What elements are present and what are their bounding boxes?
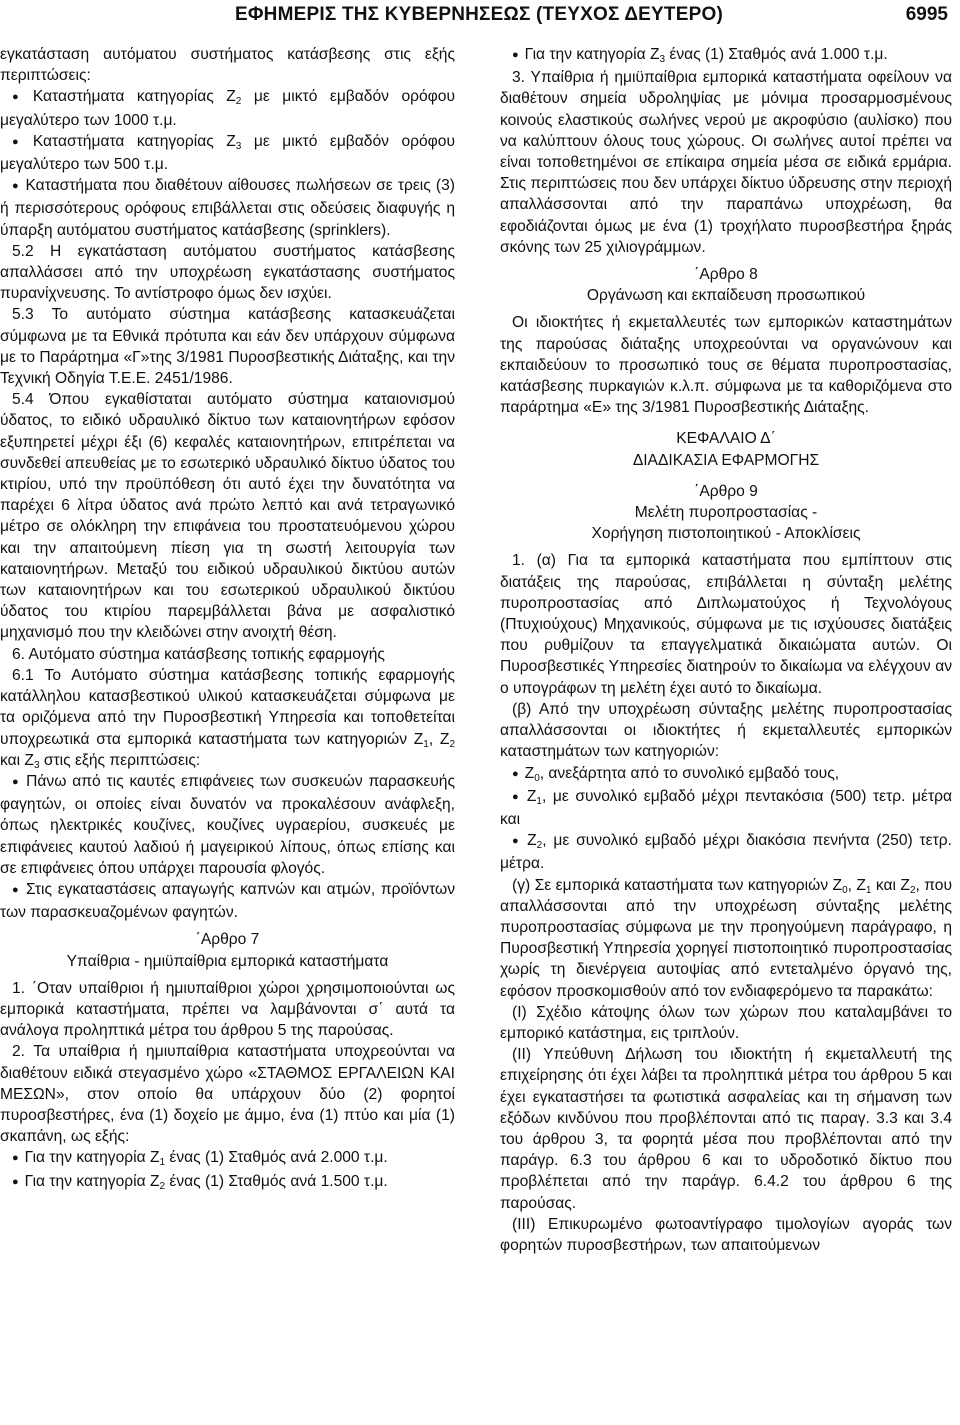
paragraph: Οι ιδιοκτήτες ή εκμεταλλευτές των εμπορικών καταστημάτων της παρούσας διάταξης υποχρεούνται να οργανώνουν και εκπαιδεύουν το προσωπικό τους σε θέματα πυροπροστασίας, κατάσβεσης πυρκαγιών κ.λ.π. σύμφωνα με τα καθοριζόμενα στο παράρτημα «Ε» της 3/1981 Πυροσβεστικής Διάταξης. [500, 314, 952, 417]
right-column [500, 44, 952, 1256]
bullet-item: ● Πάνω από τις καυτές επιφάνειες των συσκευών παρασκευής φαγητών, οι οποίες είναι δυνατόν να προκαλέσουν ανάφλεξη, όπως ηλεκτρικές κουζίνες, κουζίνες υγραερίου, συσκευές με επιφάνειες καυτού λαδιού ή μαγειρικού λίπους, όπως επίσης και σε επιφάνειες όπου υπάρχει παρουσία φλογός. [0, 771, 455, 879]
paragraph: (ΙΙΙ) Επικυρωμένο φωτοαντίγραφο τιμολογίων αγοράς των φορητών πυροσβεστήρων, των απαιτούμενων [500, 1215, 952, 1254]
paragraph: 1. (α) Για τα εμπορικά καταστήματα που εμπίπτουν στις διατάξεις της παρούσας, επιβάλλεται η σύνταξη μελέτης πυροπροστασίας από Διπλωματούχος ή Τεχνολόγους (Πτυχιούχους) Μηχανικούς, σύμφωνα με τις ισχύουσες διατάξεις που ρυθμίζουν τα επαγγελματικά δικαιώματα αυτών. Οι Πυροσβεστικές Υπηρεσίες διατηρούν το δικαίωμα να ελέγχουν αν ο υπογράφων τη μελέτη έχει αυτό το δικαίωμα. [500, 552, 952, 697]
chapter-subheading: ΔΙΑΔΙΚΑΣΙΑ ΕΦΑΡΜΟΓΗΣ [632, 451, 820, 469]
bullet-item: ● $Z_2$, με συνολικό εμβαδό μέχρι διακόσια πενήντα (250) τετρ. μέτρα. [500, 830, 952, 874]
paragraph: εγκατάσταση αυτόματου συστήματος κατάσβεσης στις εξής περιπτώσεις: [0, 46, 455, 85]
article-subheading: Χορήγηση πιστοποιητικού ‑ Αποκλίσεις [591, 525, 861, 543]
bullet-item: ● Για την κατηγορία $Z_3$ ένας (1) Σταθμός ανά 1.000 τ.μ. [500, 44, 952, 67]
bullet-item: ● Στις εγκαταστάσεις απαγωγής καπνών και ατμών, προϊόντων των παρασκευαζομένων φαγητών. [0, 879, 455, 923]
article-subheading: Μελέτη πυροπροστασίας ‑ [634, 504, 818, 522]
paragraph: 5.3 Το αυτόματο σύστημα κατάσβεσης κατασκευάζεται σύμφωνα με τα Εθνικά πρότυπα και εάν δεν υπάρχουν σύμφωνα με το Παράρτημα «Γ»της 3/1981 Πυροσβεστικής Διάταξης, και την Τεχνική Οδηγία Τ.Ε.Ε. 2451/1986. [0, 306, 455, 388]
bullet-item: ● Καταστήματα κατηγορίας $Z_3$ με μικτό εμβαδόν ορόφου μεγαλύτερο των 500 τ.μ. [0, 131, 455, 175]
paragraph: 6.1 Το Αυτόματο σύστημα κατάσβεσης τοπικής εφαρμογής κατάλληλου κατασβεστικού υλικού κατασκευάζεται σύμφωνα με τα οριζόμενα από την Πυροσβεστική Υπηρεσία και τοποθετείται υποχρεωτικά στα εμπορικά καταστήματα των κατηγοριών $Z_1$, $Z_2$ και $Z_3$ στις εξής περιπτώσεις: [0, 666, 455, 771]
article-heading: ΄Αρθρο 9 [694, 482, 758, 500]
bullet-item: ● Για την κατηγορία $Z_2$ ένας (1) Σταθμός ανά 1.500 τ.μ. [0, 1171, 455, 1194]
paragraph: (γ) Σε εμπορικά καταστήματα των κατηγοριών $Z_0$, $Z_1$ και $Z_2$, που απαλλάσσονται από την υποχρέωση σύνταξης μελέτης πυροπροστασίας σύμφωνα με την προηγούμενη παράγραφο, η Πυροσβεστική Υπηρεσία χορηγεί πιστοποιητικό πυροπροστασίας χωρίς τη διενέργεια αυτοψίας από εντεταλμένο όργανό της, εφόσον προσκομισθούν από τον ενδιαφερόμενο τα παρακάτω: [500, 876, 952, 1000]
bullet-item: ● Καταστήματα κατηγορίας $Z_2$ με μικτό εμβαδόν ορόφου μεγαλύτερο των 1000 τ.μ. [0, 86, 455, 130]
paragraph: 5.4 Όπου εγκαθίσταται αυτόματο σύστημα καταιονισμού ύδατος, το ειδικό υδραυλικό δίκτυο των καταιονητήρων εφόσον εξυπηρετεί μέχρι έξι (6) κεφαλές καταιονητήρων, επιτρέπεται να συνδεθεί απευθείας με το εσωτερικό υδραυλικό δίκτυο ύδατος του κτιρίου, υπό την προϋπόθεση ότι αυτό έχει την δυνατότητα να παρέχει 6 λίτρα ύδατος ανά πρώτο λεπτό και ανά τετραγωνικό μέτρο σε ολόκληρη την επιφάνεια του προστατευόμενου χώρου και την απαιτούμενη πίεση για τη σωστή λειτουργία των καταιονητήρων. Μεταξύ του ειδικού υδραυλικού δικτύου αυτών των καταιονητήρων και του εσωτερικού υδραυλικού δικτύου ύδατος του κτιρίου παρεμβάλλεται βάνα με ασφαλιστικό μηχανισμό που την κλειδώνει στην ανοιχτή θέση. [0, 391, 455, 642]
paragraph: 5.2 Η εγκατάσταση αυτόματου συστήματος κατάσβεσης απαλλάσσει από την υποχρέωση εγκατάστασης συστήματος πυρανίχνευσης. Το αντίστροφο όμως δεν ισχύει. [0, 242, 455, 303]
bullet-item: ● Για την κατηγορία $Z_1$ ένας (1) Σταθμός ανά 2.000 τ.μ. [0, 1147, 455, 1170]
article-heading: ΄Αρθρο 7 [195, 931, 260, 949]
paragraph: 2. Τα υπαίθρια ή ημιυπαίθρια καταστήματα υποχρεούνται να διαθέτουν ειδικά στεγασμένο χώρο «ΣΤΑΘΜΟΣ ΕΡΓΑΛΕΙΩΝ ΚΑΙ ΜΕΣΩΝ», στον οποίο θα υπάρχουν δύο (2) φορητοί πυροσβεστήρες, ένα (1) δοχείο με άμμο, ένα (1) πτύο και μία (1) σκαπάνη, ως εξής: [0, 1043, 455, 1146]
page-header [0, 0, 960, 44]
page-number: 6995 [905, 4, 948, 25]
chapter-heading: ΚΕΦΑΛΑΙΟ Δ΄ [676, 430, 776, 448]
paragraph: (Ι) Σχέδιο κάτοψης όλων των χώρων που καταλαμβάνει το εμπορικό κατάστημα, εις τριπλούν. [500, 1003, 952, 1042]
paragraph: (ΙΙ) Υπεύθυνη Δήλωση του ιδιοκτήτη ή εκμεταλλευτή της επιχείρησης ότι έχει λάβει τα προληπτικά μέτρα του άρθρου 5 και έχει εγκαταστήσει τα φωτιστικά ασφαλείας και τη σήμανση των εξόδων κινδύνου που προβλέπονται από τις παραγ. 3.3 και 3.4 του άρθρου 3, τα φορητά μέσα που προβλέπονται από την παράγρ. 6.3 του άρθρου 6 και το υδροδοτικό δίκτυο που προβλέπεται από την παράγρ. 6.4.2 του άρθρου 6 της παρούσας. [500, 1046, 952, 1212]
paragraph: 6. Αυτόματο σύστημα κατάσβεσης τοπικής εφαρμογής [12, 645, 385, 663]
article-heading: ΄Αρθρο 8 [694, 266, 758, 284]
bullet-item: ● $Z_0$, ανεξάρτητα από το συνολικό εμβαδό τους, [500, 763, 952, 786]
bullet-item: ● Καταστήματα που διαθέτουν αίθουσες πωλήσεων σε τρεις (3) ή περισσότερους ορόφους επιβάλλεται στις οδεύσεις διαφυγής η ύπαρξη αυτόματου συστήματος κατάσβεσης (sprinklers). [0, 175, 455, 241]
article-subheading: Υπαίθρια ‑ ημιϋπαίθρια εμπορικά καταστήματα [66, 952, 389, 970]
bullet-item: ● $Z_1$, με συνολικό εμβαδό μέχρι πεντακόσια (500) τετρ. μέτρα και [500, 786, 952, 830]
article-subheading: Οργάνωση και εκπαίδευση προσωπικού [586, 287, 866, 305]
gazette-title: ΕΦΗΜΕΡΙΣ ΤΗΣ ΚΥΒΕΡΝΗΣΕΩΣ (ΤΕΥΧΟΣ ΔΕΥΤΕΡΟ) [235, 4, 723, 25]
left-column [0, 44, 455, 1194]
paragraph: 1. ΄Οταν υπαίθριοι ή ημιυπαίθριοι χώροι χρησιμοποιούνται ως εμπορικά καταστήματα, πρέπει να λαμβάνονται σ΄ αυτά τα ανάλογα προληπτικά μέτρα του άρθρου 5 της παρούσας. [0, 979, 455, 1040]
paragraph: 3. Υπαίθρια ή ημιϋπαίθρια εμπορικά καταστήματα οφείλουν να διαθέτουν σημεία υδροληψίας με μόνιμα προσαρμοσμένους κοινούς ελαστικούς σωλήνες νερού με ακροφύσιο (αυλίσκο) που να καλύπτουν όλους τους χώρους. Οι σωλήνες αυτοί πρέπει να είναι τοποθετημένοι σε επίκαιρα σημεία μέσα σε ειδικά ερμάρια. Στις περιπτώσεις που δεν υπάρχει δίκτυο ύδρευσης στην περιοχή απαλλάσσονται από την παραπάνω υποχρέωση, θα εφοδιάζονται όμως με ένα (1) τροχήλατο πυροσβεστήρα ξηράς σκόνης των 25 χιλιογράμμων. [500, 69, 952, 256]
paragraph: (β) Από την υποχρέωση σύνταξης μελέτης πυροπροστασίας απαλλάσσονται οι ιδιοκτήτες ή εκμεταλλευτές εμπορικών καταστημάτων των κατηγοριών: [500, 700, 952, 761]
